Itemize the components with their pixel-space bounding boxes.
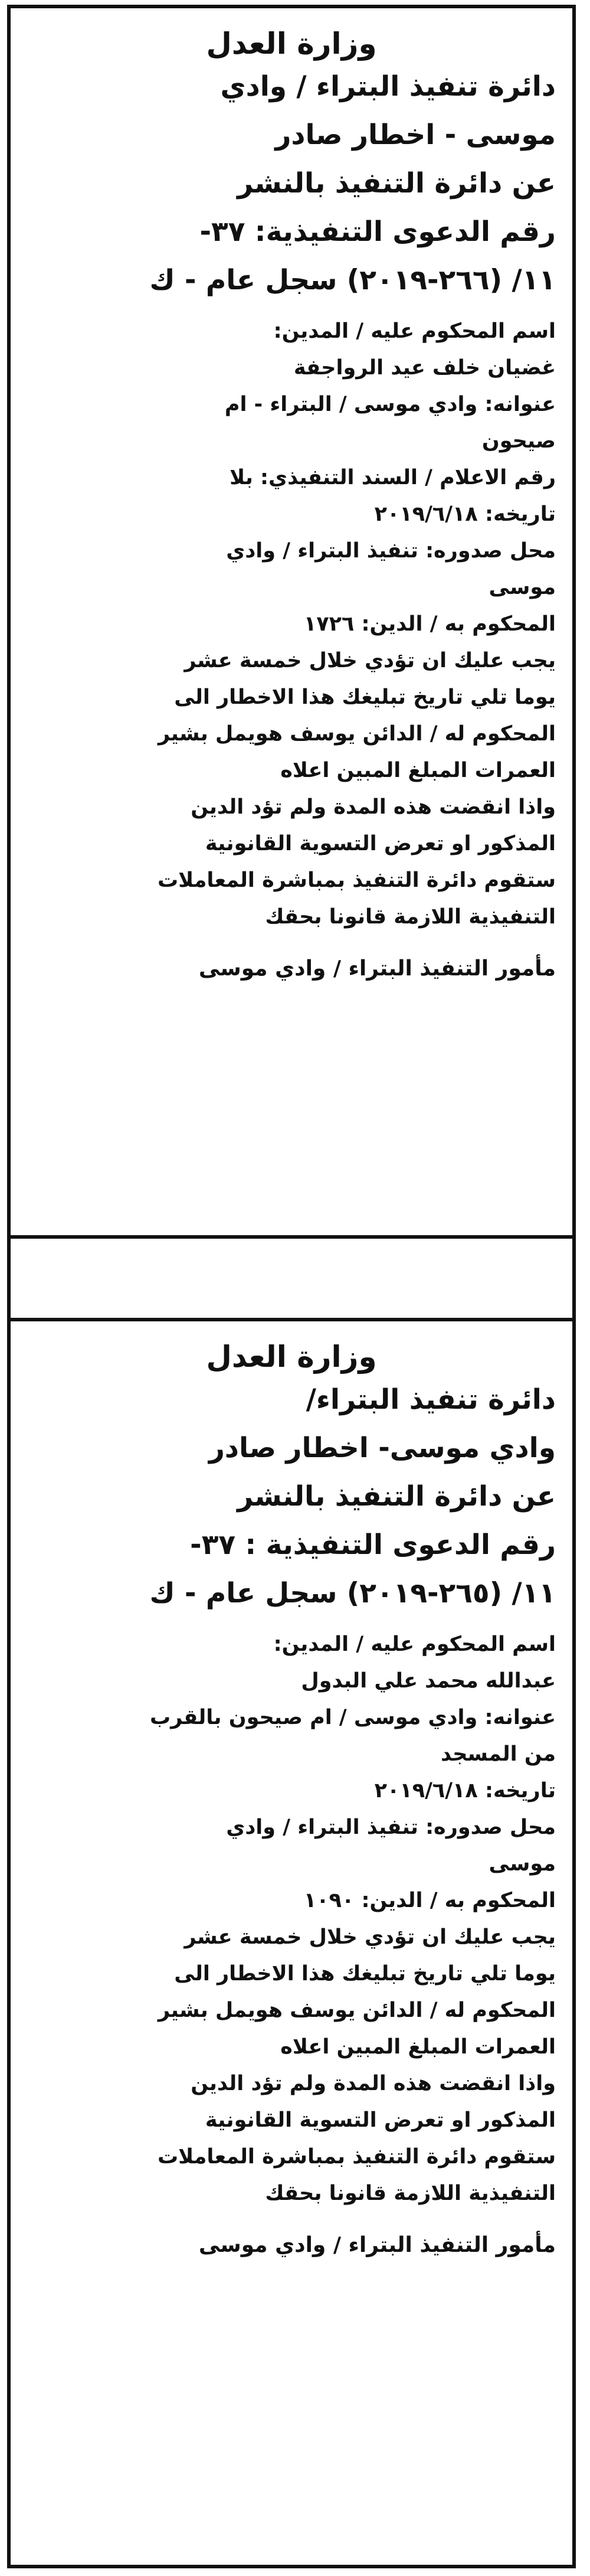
body-line: اسم المحكوم عليه / المدين: xyxy=(273,319,556,343)
body-line: العمرات المبلغ المبين اعلاه xyxy=(280,759,556,782)
notice-separator xyxy=(7,1239,576,1318)
body-line: محل صدوره: تنفيذ البتراء / وادي xyxy=(226,539,556,563)
body-line: محل صدوره: تنفيذ البتراء / وادي xyxy=(226,1816,556,1839)
body-line: من المسجد xyxy=(440,1742,556,1766)
body-line: المحكوم له / الدائن يوسف هويمل بشير xyxy=(158,1999,556,2022)
body-line: واذا انقضت هذه المدة ولم تؤد الدين xyxy=(191,795,556,819)
headline-line: رقم الدعوى التنفيذية: ٣٧- xyxy=(199,216,556,248)
notice-body xyxy=(27,313,556,935)
body-line: يجب عليك ان تؤدي خلال خمسة عشر xyxy=(184,1925,556,1949)
body-line: صيحون xyxy=(481,429,556,453)
headline-line: عن دائرة التنفيذ بالنشر xyxy=(237,1480,556,1513)
body-line: ستقوم دائرة التنفيذ بمباشرة المعاملات xyxy=(158,2145,556,2169)
notice-signature: مأمور التنفيذ البتراء / وادي موسى xyxy=(198,956,556,981)
headline-line: ١١/ (٢٦٦-٢٠١٩) سجل عام - ك xyxy=(149,264,556,296)
headline-line: وادي موسى- اخطار صادر xyxy=(208,1432,556,1464)
body-line: عنوانه: وادي موسى / البتراء - ام xyxy=(224,393,556,416)
body-line: المحكوم له / الدائن يوسف هويمل بشير xyxy=(158,722,556,746)
body-line: المحكوم به / الدين: ١٧٢٦ xyxy=(303,612,556,636)
legal-notice-1 xyxy=(7,5,576,1239)
body-line: التنفيذية اللازمة قانونا بحقك xyxy=(265,2182,556,2205)
body-line: يوما تلي تاريخ تبليغك هذا الاخطار الى xyxy=(174,685,556,709)
body-line: تاريخه: ٢٠١٩/٦/١٨ xyxy=(374,1779,556,1803)
body-line: يوما تلي تاريخ تبليغك هذا الاخطار الى xyxy=(174,1962,556,1986)
headline-line: رقم الدعوى التنفيذية : ٣٧- xyxy=(190,1529,556,1561)
body-line: رقم الاعلام / السند التنفيذي: بلا xyxy=(230,466,556,489)
notice-body xyxy=(27,1626,556,2212)
body-line: يجب عليك ان تؤدي خلال خمسة عشر xyxy=(184,649,556,672)
body-line: موسى xyxy=(489,1852,556,1876)
body-line: تاريخه: ٢٠١٩/٦/١٨ xyxy=(374,502,556,526)
notice-headline xyxy=(27,1376,556,1618)
body-line: واذا انقضت هذه المدة ولم تؤد الدين xyxy=(191,2072,556,2095)
body-line: ستقوم دائرة التنفيذ بمباشرة المعاملات xyxy=(158,869,556,892)
headline-line: موسى - اخطار صادر xyxy=(275,119,556,151)
body-line: عنوانه: وادي موسى / ام صيحون بالقرب xyxy=(150,1706,556,1729)
headline-line: دائرة تنفيذ البتراء/ xyxy=(306,1383,556,1416)
headline-line: ١١/ (٢٦٥-٢٠١٩) سجل عام - ك xyxy=(149,1577,556,1609)
body-line: غضيان خلف عيد الرواجفة xyxy=(293,356,556,380)
headline-line: دائرة تنفيذ البتراء / وادي xyxy=(220,70,556,103)
body-line: العمرات المبلغ المبين اعلاه xyxy=(280,2035,556,2059)
notice-signature: مأمور التنفيذ البتراء / وادي موسى xyxy=(198,2233,556,2257)
notice-headline xyxy=(27,63,556,305)
ministry-title: وزارة العدل xyxy=(206,1340,377,1374)
body-line: موسى xyxy=(489,576,556,599)
headline-line: عن دائرة التنفيذ بالنشر xyxy=(237,167,556,200)
body-line: التنفيذية اللازمة قانونا بحقك xyxy=(265,905,556,929)
body-line: المذكور او تعرض التسوية القانونية xyxy=(205,2108,556,2132)
ministry-title: وزارة العدل xyxy=(206,27,377,61)
body-line: اسم المحكوم عليه / المدين: xyxy=(273,1633,556,1656)
body-line: المحكوم به / الدين: ١٠٩٠ xyxy=(303,1889,556,1912)
body-line: عبدالله محمد علي البدول xyxy=(301,1669,556,1693)
body-line: المذكور او تعرض التسوية القانونية xyxy=(205,832,556,856)
legal-notice-2 xyxy=(7,1318,576,2568)
